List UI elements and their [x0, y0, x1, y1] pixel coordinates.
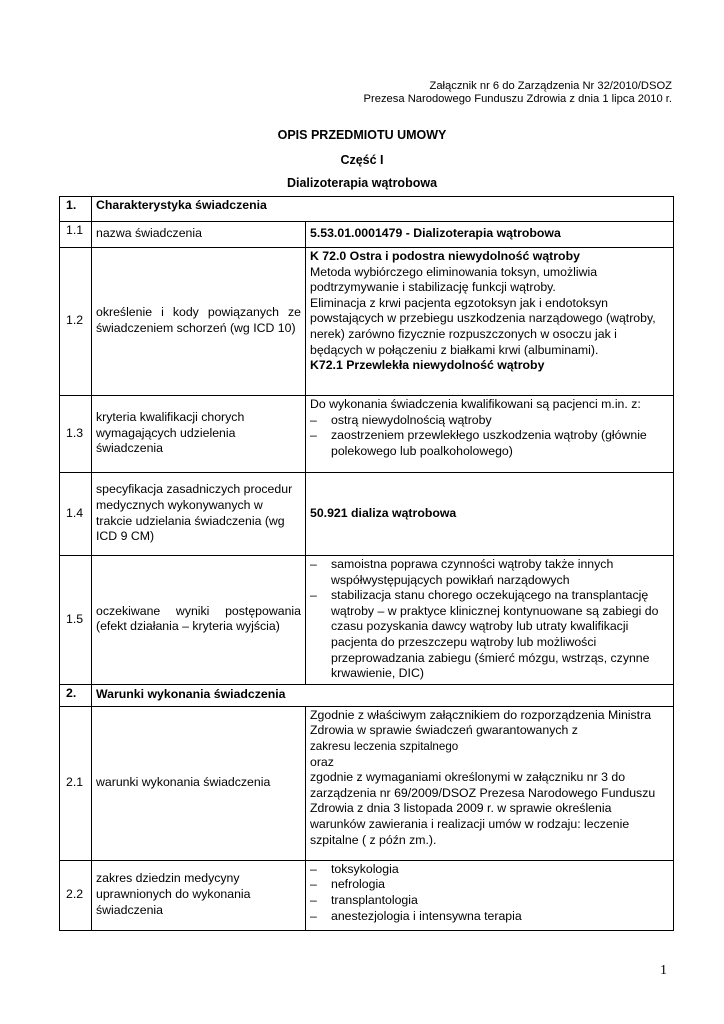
row-number: 1.3 [60, 396, 92, 473]
subtitle: Dializoterapia wątrobowa [286, 176, 438, 190]
row-value [306, 556, 674, 685]
description-1: Metoda wybiórczego eliminowania toksyn, umożliwia podtrzymywanie i stabilizację funkcji wątroby. [310, 264, 598, 295]
row-1-1 [60, 222, 674, 248]
section-2-row [60, 684, 674, 706]
row-label: oczekiwane wyniki postępowania (efekt działania – kryteria wyjścia) [92, 556, 306, 685]
row-label: zakres dziedzin medycyny uprawnionych do wykonania świadczenia [92, 860, 306, 930]
row-label: warunki wykonania świadczenia [92, 706, 306, 860]
icd-code-2: K72.1 Przewlekła niewydolność wątroby [310, 358, 545, 373]
document-header [364, 80, 672, 106]
row-value [306, 860, 674, 930]
description-2: Eliminacja z krwi pacjenta egzotoksyn jak i endotoksyn powstających w przebiegu uszkodzenia narządowego (wątroby, nerek) zarówno fizycznie rozpuszczonych w osoczu jak i będących w połączeniu z białkami krwi (albuminami). [310, 295, 656, 357]
list-item: – zaostrzeniem przewlekłego uszkodzenia wątroby (głównie polekowego lub poalkoholowego) [310, 428, 669, 459]
expected-results-list [310, 557, 669, 682]
row-label: kryteria kwalifikacji chorych wymagających udzielenia świadczenia [92, 396, 306, 473]
row-1-4 [60, 473, 674, 556]
list-item: – ostrą niewydolnością wątroby [310, 413, 669, 429]
qualification-intro: Do wykonania świadczenia kwalifikowani są pacjenci m.in. z: [310, 397, 641, 411]
row-value [306, 706, 674, 860]
row-number: 2.1 [60, 706, 92, 860]
section-2-title: Warunki wykonania świadczenia [92, 684, 674, 706]
row-value: 50.921 dializa wątrobowa [306, 473, 674, 556]
row-2-1 [60, 706, 674, 860]
specification-table [59, 196, 674, 931]
row-number: 1.5 [60, 556, 92, 685]
list-item: – transplantologia [310, 893, 669, 909]
row-label: określenie i kody powiązanych ze świadczeniem schorzeń (wg ICD 10) [92, 248, 306, 396]
page-number: 1 [660, 963, 667, 978]
row-1-3 [60, 396, 674, 473]
list-item: – stabilizacja stanu chorego oczekującego na transplantację wątroby – w praktyce klinicznej kontynuowane są zabiegi do czasu pozyskania dawcy wątroby lub utraty kwalifikacji pacjenta do przeszczepu wątroby lub możliwości przeprowadzania zabiegu (śmierć mózgu, wstrząs, czynne krwawienie, DIC) [310, 588, 669, 682]
regulation-scope: zakresu leczenia szpitalnego [310, 739, 459, 753]
section-1-title: Charakterystyka świadczenia [92, 197, 674, 222]
regulation-reference: Zgodnie z właściwym załącznikiem do rozporządzenia Ministra Zdrowia w sprawie świadczeń gwarantowanych z [310, 707, 652, 738]
row-number: 1.4 [60, 473, 92, 556]
row-1-5 [60, 556, 674, 685]
row-value: 5.53.01.0001479 - Dializoterapia wątrobowa [306, 222, 674, 248]
row-value [306, 396, 674, 473]
row-number: 1.2 [60, 248, 92, 396]
document-title: OPIS PRZEDMIOTU UMOWY [277, 128, 447, 142]
row-value [306, 248, 674, 396]
list-item: – toksykologia [310, 862, 669, 878]
qualification-list [310, 413, 669, 460]
section-2-number: 2. [60, 684, 92, 706]
conjunction: oraz [310, 754, 334, 769]
medical-fields-list [310, 862, 669, 924]
section-1-row [60, 197, 674, 222]
header-line-1: Załącznik nr 6 do Zarządzenia Nr 32/2010/DSOZ [429, 80, 672, 92]
ordinance-reference: zgodnie z wymaganiami określonymi w załączniku nr 3 do zarządzenia nr 69/2009/DSOZ Prezesa Narodowego Funduszu Zdrowia z dnia 3 listopada 2009 r. w sprawie określenia warunków zawierania i realizacji umów w rodzaju: leczenie szpitalne ( z późn zm.). [310, 770, 656, 847]
part-title: Część I [340, 153, 384, 167]
row-number: 2.2 [60, 860, 92, 930]
row-label: specyfikacja zasadniczych procedur medycznych wykonywanych w trakcie udzielania świadczenia (wg ICD 9 CM) [92, 473, 306, 556]
row-1-2 [60, 248, 674, 396]
row-2-2 [60, 860, 674, 930]
header-line-2: Prezesa Narodowego Funduszu Zdrowia z dnia 1 lipca 2010 r. [363, 93, 672, 105]
row-number: 1.1 [60, 222, 92, 248]
list-item: – nefrologia [310, 877, 669, 893]
icd-code-1: K 72.0 Ostra i podostra niewydolność wątroby [310, 249, 580, 263]
list-item: – samoistna poprawa czynności wątroby także innych współwystępujących powikłań narządowych [310, 557, 669, 588]
list-item: – anestezjologia i intensywna terapia [310, 909, 669, 925]
row-label: nazwa świadczenia [92, 222, 306, 248]
section-1-number: 1. [60, 197, 92, 222]
